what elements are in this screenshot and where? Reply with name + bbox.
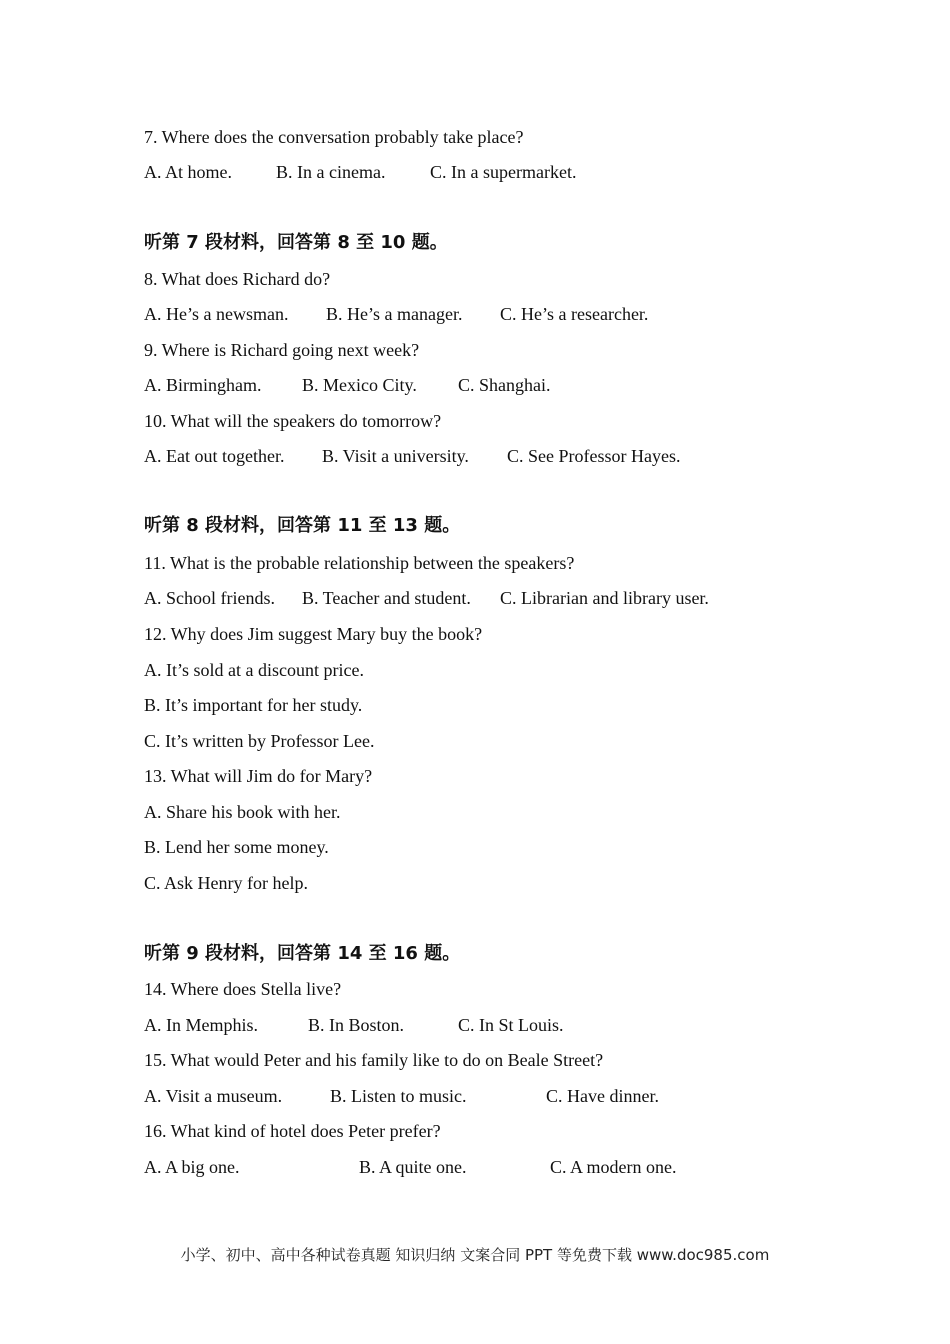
question-13: 13. What will Jim do for Mary? [144,766,373,786]
section-8-heading: 听第 8 段材料，回答第 11 至 13 题。 [144,515,461,536]
q11-option-c: C. Librarian and library user. [500,588,709,608]
question-11: 11. What is the probable relationship between the speakers? [144,553,575,573]
footer-text: 小学、初中、高中各种试卷真题 知识归纳 文案合同 PPT 等免费下载 www.doc985.com [180,1246,770,1264]
q14-option-a: A. In Memphis. [144,1015,258,1035]
q7-option-a: A. At home. [144,162,232,182]
section-9-heading: 听第 9 段材料，回答第 14 至 16 题。 [144,943,461,964]
question-15: 15. What would Peter and his family like to do on Beale Street? [144,1050,604,1070]
q12-option-a: A. It’s sold at a discount price. [144,660,364,680]
q13-option-b: B. Lend her some money. [144,837,329,857]
question-8: 8. What does Richard do? [144,269,331,289]
q11-option-b: B. Teacher and student. [302,588,471,608]
q7-option-c: C. In a supermarket. [430,162,577,182]
q15-option-c: C. Have dinner. [546,1086,659,1106]
q8-option-b: B. He’s a manager. [326,304,463,324]
q15-option-a: A. Visit a museum. [144,1086,283,1106]
q10-option-b: B. Visit a university. [322,446,469,466]
q11-option-a: A. School friends. [144,588,275,608]
q14-option-c: C. In St Louis. [458,1015,564,1035]
question-16: 16. What kind of hotel does Peter prefer? [144,1121,441,1141]
q8-option-a: A. He’s a newsman. [144,304,289,324]
q13-option-a: A. Share his book with her. [144,802,341,822]
question-7: 7. Where does the conversation probably take place? [144,127,524,147]
q9-option-a: A. Birmingham. [144,375,262,395]
q7-option-b: B. In a cinema. [276,162,386,182]
question-14: 14. Where does Stella live? [144,979,342,999]
q15-option-b: B. Listen to music. [330,1086,467,1106]
q9-option-c: C. Shanghai. [458,375,551,395]
q12-option-b: B. It’s important for her study. [144,695,363,715]
q9-option-b: B. Mexico City. [302,375,417,395]
question-10: 10. What will the speakers do tomorrow? [144,411,442,431]
q16-option-b: B. A quite one. [359,1157,467,1177]
q8-option-c: C. He’s a researcher. [500,304,649,324]
q13-option-c: C. Ask Henry for help. [144,873,308,893]
q10-option-c: C. See Professor Hayes. [507,446,681,466]
question-12: 12. Why does Jim suggest Mary buy the book? [144,624,483,644]
q14-option-b: B. In Boston. [308,1015,405,1035]
q16-option-a: A. A big one. [144,1157,240,1177]
q16-option-c: C. A modern one. [550,1157,677,1177]
question-9: 9. Where is Richard going next week? [144,340,420,360]
section-7-heading: 听第 7 段材料，回答第 8 至 10 题。 [144,232,448,253]
q10-option-a: A. Eat out together. [144,446,285,466]
q12-option-c: C. It’s written by Professor Lee. [144,731,375,751]
